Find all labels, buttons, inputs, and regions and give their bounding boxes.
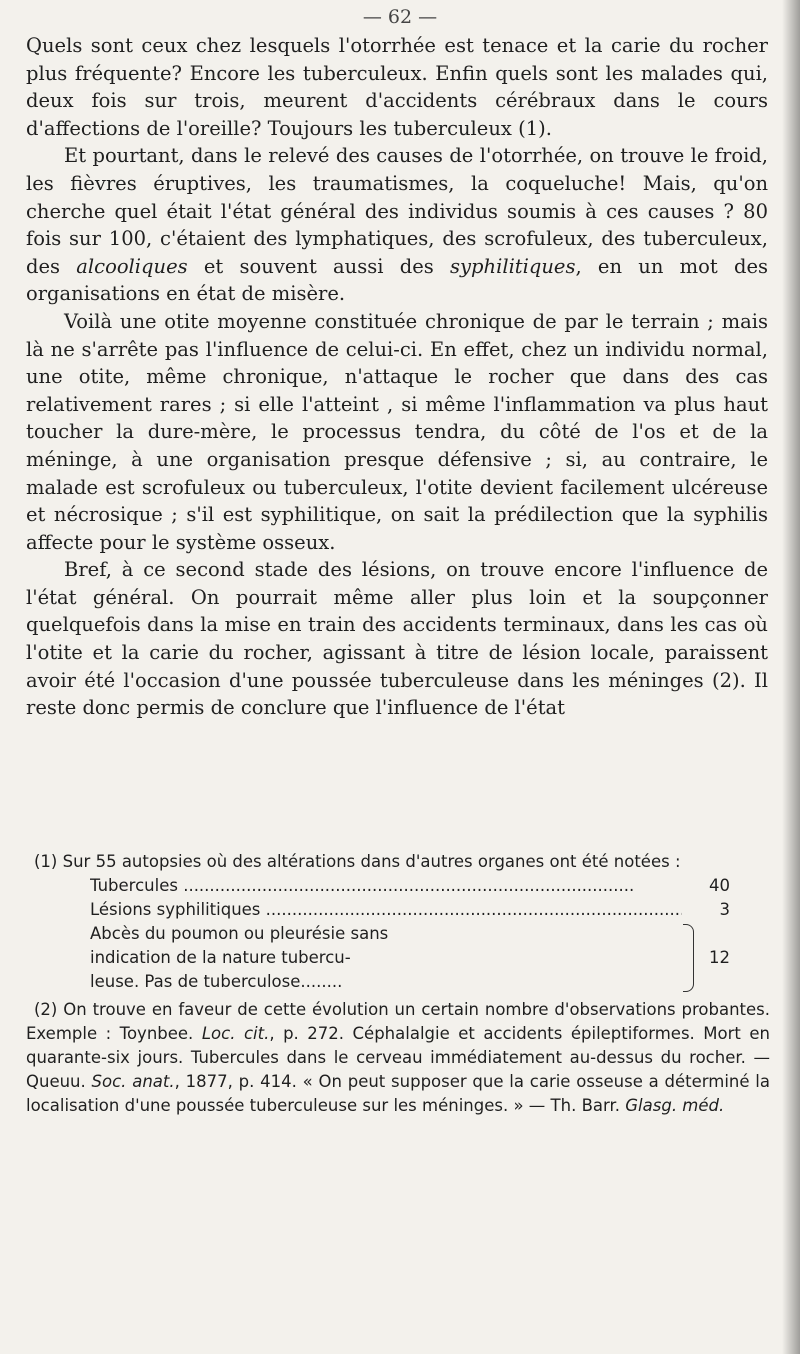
footnote-1-list <box>90 874 730 994</box>
footnote-2-ref-b: Soc. anat. <box>91 1072 175 1091</box>
paragraph-4: Bref, à ce second stade des lésions, on trouve encore l'influence de l'état général. On pourrait même aller plus loin et la soupçonner quelquefois dans la mise en train des accidents terminaux, dans les cas où l'otite et la carie du rocher, agissant à titre de lésion locale, paraissent avoir été l'occasion d'une poussée tuberculeuse dans les méninges (2). Il reste donc permis de conclure que l'influence de l'état <box>26 558 768 720</box>
italic-alcooliques: alcooliques <box>76 254 188 278</box>
page-edge-shadow <box>782 0 800 1354</box>
italic-syphilitiques: syphilitiques <box>450 254 576 278</box>
footnote-list-item <box>90 898 730 922</box>
paragraph-2-text-b: et souvent aussi des <box>203 254 434 278</box>
body-text <box>26 32 768 722</box>
footnotes <box>26 846 770 1118</box>
footnote-list-group <box>90 922 730 994</box>
footnote-list-item <box>90 874 730 898</box>
group-line: indication de la nature tubercu- <box>90 948 351 967</box>
footnote-2-ref: Loc. cit. <box>201 1024 270 1043</box>
brace-icon <box>683 924 694 992</box>
paragraph-2 <box>26 142 768 308</box>
footnote-2-text-b: , p. 272. Céphalalgie et accidents épileptiformes. Mort en quarante-six jours. Tubercules dans le cerveau immédiatement au-dessus du rocher. — Queuu. <box>26 1024 770 1091</box>
footnote-2 <box>26 998 770 1118</box>
group-line: leuse. Pas de tuberculose........ <box>90 972 343 991</box>
footnote-2-text-c: , 1877, p. 414. « On peut supposer que la carie osseuse a déterminé la localisation d'une poussée tuberculeuse sur les méninges. » — Th. Barr. <box>26 1072 771 1115</box>
group-value: 12 <box>709 948 730 967</box>
item-label: Lésions syphilitiques ..... <box>90 898 682 922</box>
footnote-2-ref-c: Glasg. méd. <box>625 1096 725 1115</box>
item-value: 40 <box>709 876 730 895</box>
item-label: Tubercules ..... <box>90 874 682 898</box>
footnote-1-intro: (1) Sur 55 autopsies où des altérations dans d'autres organes ont été notées : <box>34 852 681 871</box>
item-value: 3 <box>719 900 730 919</box>
paragraph-1: Quels sont ceux chez lesquels l'otorrhée est tenace et la carie du rocher plus fréquente? Encore les tuberculeux. Enfin quels sont les malades qui, deux fois sur trois, meurent d'accidents cérébraux dans le cours d'affections de l'oreille? Toujours les tuberculeux (1). <box>26 34 768 140</box>
paragraph-2-text: Et pourtant, dans le relevé des causes de l'otorrhée, on trouve le froid, les fièvres éruptives, les traumatismes, la coqueluche! Mais, qu'on cherche quel était l'état général des individus soumis à ces causes ? 80 fois sur 100, c'étaient des lymphatiques, des scrofuleux, des tuberculeux, des <box>26 144 768 278</box>
group-lines <box>90 922 679 994</box>
group-line: Abcès du poumon ou pleurésie sans <box>90 924 389 943</box>
paragraph-2-text-c: , en un mot des organisations en état de misère. <box>26 254 769 306</box>
page-number: — 62 — <box>362 6 438 28</box>
paragraph-3: Voilà une otite moyenne constituée chronique de par le terrain ; mais là ne s'arrête pas l'influence de celui-ci. En effet, chez un individu normal, une otite, même chronique, n'attaque le rocher que dans des cas relativement rares ; si elle l'atteint , si même l'inflammation va plus haut toucher la dure-mère, le processus tendra, du côté de l'os et de la méninge, à une organisation presque défensive ; si, au contraire, le malade est scrofuleux ou tuberculeux, l'otite devient facilement ulcéreuse et nécrosique ; s'il est syphilitique, on sait la prédilection que la syphilis affecte pour le système osseux. <box>26 309 768 554</box>
footnote-2-text: (2) On trouve en faveur de cette évolution un certain nombre d'observations probantes. Exemple : Toynbee. <box>26 1000 770 1043</box>
